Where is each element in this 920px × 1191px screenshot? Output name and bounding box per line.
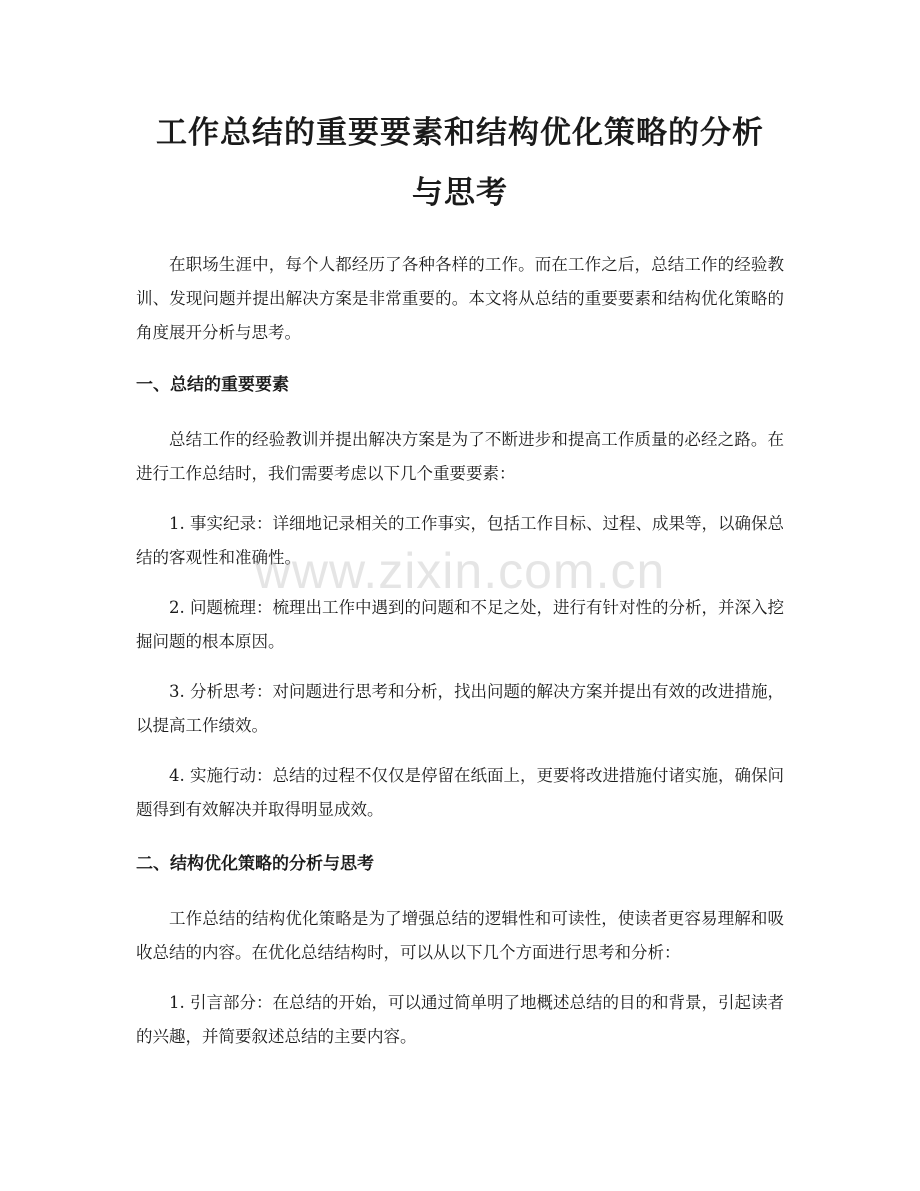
- document-title-line1: 工作总结的重要要素和结构优化策略的分析: [156, 115, 764, 151]
- section1-intro-paragraph: 总结工作的经验教训并提出解决方案是为了不断进步和提高工作质量的必经之路。在进行工作总结时，我们需要考虑以下几个重要要素：: [136, 430, 784, 483]
- section2-heading: 二、结构优化策略的分析与思考: [136, 854, 374, 874]
- section1-item-2: 2. 问题梳理：梳理出工作中遇到的问题和不足之处，进行有针对性的分析，并深入挖掘问题的根本原因。: [136, 598, 784, 651]
- section1-item-1: 1. 事实纪录：详细地记录相关的工作事实，包括工作目标、过程、成果等，以确保总结的客观性和准确性。: [136, 514, 784, 567]
- intro-paragraph: 在职场生涯中，每个人都经历了各种各样的工作。而在工作之后，总结工作的经验教训、发现问题并提出解决方案是非常重要的。本文将从总结的重要要素和结构优化策略的角度展开分析与思考。: [136, 255, 784, 342]
- watermark: www.zixin.com.cn: [254, 543, 666, 599]
- section1-item-4: 4. 实施行动：总结的过程不仅仅是停留在纸面上，更要将改进措施付诸实施，确保问题得到有效解决并取得明显成效。: [136, 766, 784, 819]
- section1-item-3: 3. 分析思考：对问题进行思考和分析，找出问题的解决方案并提出有效的改进措施，以提高工作绩效。: [136, 682, 784, 735]
- section1-heading: 一、总结的重要要素: [136, 375, 289, 395]
- document-title-line2: 与思考: [412, 175, 508, 211]
- section2-item-1: 1. 引言部分：在总结的开始，可以通过简单明了地概述总结的目的和背景，引起读者的兴趣，并简要叙述总结的主要内容。: [136, 993, 784, 1046]
- section2-intro-paragraph: 工作总结的结构优化策略是为了增强总结的逻辑性和可读性，使读者更容易理解和吸收总结的内容。在优化总结结构时，可以从以下几个方面进行思考和分析：: [136, 909, 784, 962]
